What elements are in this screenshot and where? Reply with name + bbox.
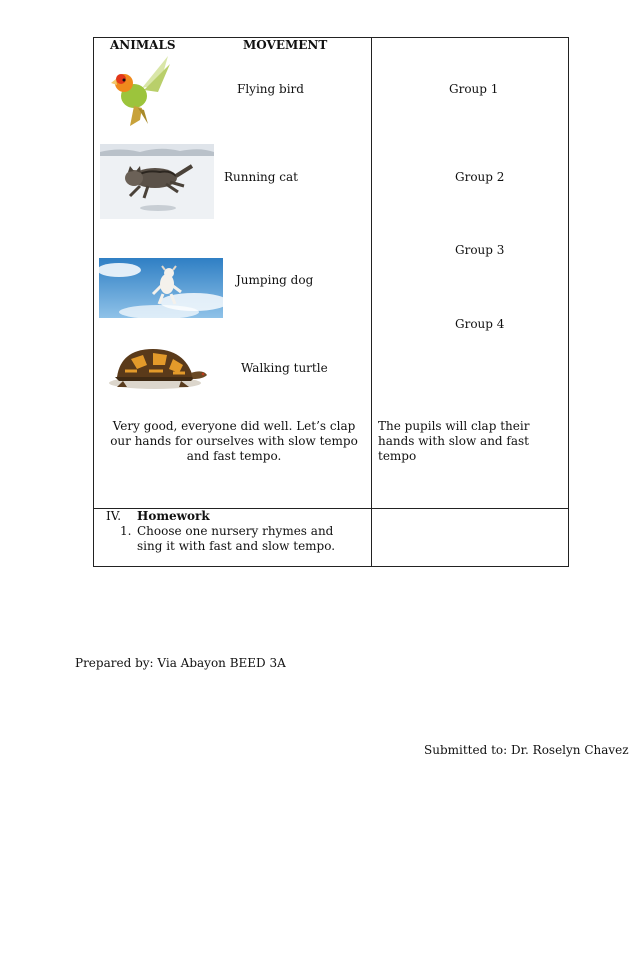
dog-image [99,258,223,318]
group-label-2: Group 2 [455,170,505,184]
table-right-border [568,37,569,567]
submitted-to: Submitted to: Dr. Roselyn Chavez [424,743,629,757]
table-column-divider [371,37,372,567]
movement-label-bird: Flying bird [237,82,304,96]
group-label-1: Group 1 [449,82,499,96]
table-bottom-border [93,566,569,567]
teacher-closing-statement: Very good, everyone did well. Let’s clap our hands for ourselves with slow tempo and fast tempo. [110,419,358,463]
group-label-4: Group 4 [455,317,505,331]
movement-label-dog: Jumping dog [236,273,314,287]
movement-label-turtle: Walking turtle [241,361,328,375]
cat-image [100,144,214,219]
homework-title: Homework [137,509,210,523]
pupil-response: The pupils will clap their hands with slow and fast tempo [378,419,530,463]
movement-label-cat: Running cat [224,170,298,184]
header-animals: ANIMALS [110,38,176,52]
group-label-3: Group 3 [455,243,505,257]
turtle-image [103,343,211,391]
homework-item-text: Choose one nursery rhymes and sing it with fast and slow tempo. [137,524,336,553]
homework-numeral: IV. [106,509,122,523]
homework-item-number: 1. [120,524,132,538]
header-movement: MOVEMENT [243,38,328,52]
bird-image [108,54,172,130]
prepared-by: Prepared by: Via Abayon BEED 3A [75,656,286,670]
table-left-border [93,37,94,567]
